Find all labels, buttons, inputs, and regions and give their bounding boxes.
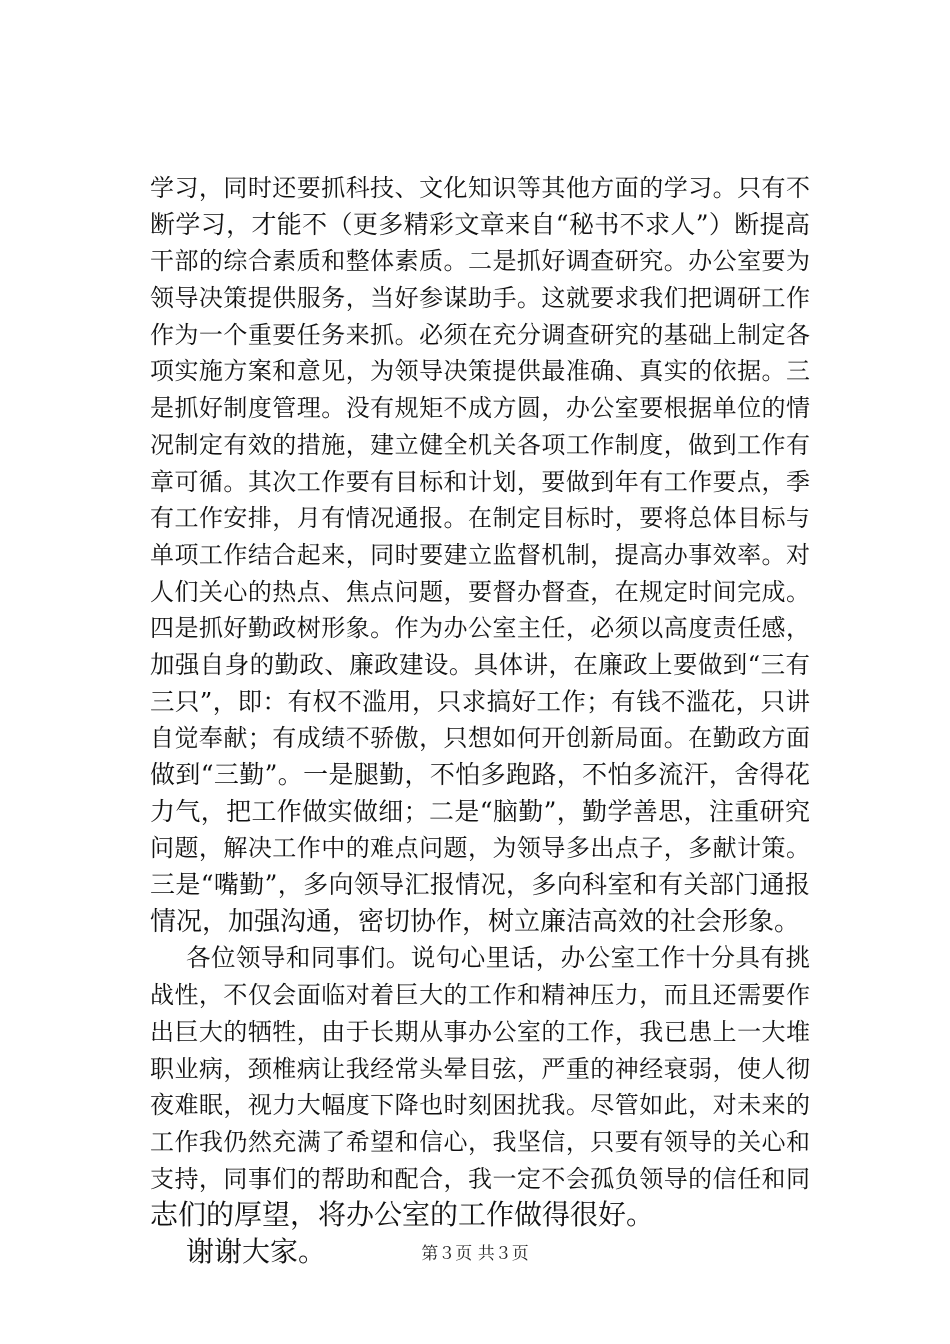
text-line: 作为一个重要任务来抓。必须在充分调查研究的基础上制定各 xyxy=(150,320,810,349)
text-line: 四是抓好勤政树形象。作为办公室主任，必须以高度责任感， xyxy=(150,614,810,643)
text-line: 战性，不仅会面临对着巨大的工作和精神压力，而且还需要作 xyxy=(150,981,810,1010)
body-text xyxy=(150,170,810,1271)
text-line: 有工作安排，月有情况通报。在制定目标时，要将总体目标与 xyxy=(150,504,810,533)
text-line: 三只”，即：有权不滥用，只求搞好工作；有钱不滥花，只讲 xyxy=(150,686,810,716)
text-line: 力气，把工作做实做细；二是“脑勤”，勤学善思，注重研究 xyxy=(150,796,810,826)
text-line: 加强自身的勤政、廉政建设。具体讲，在廉政上要做到“三有 xyxy=(150,649,810,679)
text-line: 领导决策提供服务，当好参谋助手。这就要求我们把调研工作 xyxy=(150,284,810,313)
text-line: 人们关心的热点、焦点问题，要督办督查，在规定时间完成。 xyxy=(150,577,810,606)
text-line: 断学习，才能不（更多精彩文章来自“秘书不求人”）断提高 xyxy=(150,209,810,239)
text-line: 学习，同时还要抓科技、文化知识等其他方面的学习。只有不 xyxy=(150,174,810,202)
page-footer: 第３页 共３页 xyxy=(421,1244,529,1264)
text-line: 问题，解决工作中的难点问题，为领导多出点子，多献计策。 xyxy=(150,834,810,863)
paragraph-first-line: 各位领导和同事们。说句心里话，办公室工作十分具有挑 xyxy=(186,943,810,973)
text-line: 支持，同事们的帮助和配合，我一定不会孤负领导的信任和同 xyxy=(150,1164,810,1193)
text-line: 干部的综合素质和整体素质。二是抓好调查研究。办公室要为 xyxy=(150,247,810,276)
text-line: 情况，加强沟通，密切协作，树立廉洁高效的社会形象。 xyxy=(150,906,801,937)
text-line: 工作我仍然充满了希望和信心，我坚信，只要有领导的关心和 xyxy=(150,1127,810,1156)
text-line: 职业病，颈椎病让我经常头晕目弦，严重的神经衰弱，使人彻 xyxy=(150,1054,810,1083)
closing-line: 谢谢大家。 xyxy=(186,1234,327,1268)
text-line: 项实施方案和意见，为领导决策提供最准确、真实的依据。三 xyxy=(150,357,810,386)
text-line: 章可循。其次工作要有目标和计划，要做到年有工作要点，季 xyxy=(150,467,810,496)
text-line: 三是“嘴勤”，多向领导汇报情况，多向科室和有关部门通报 xyxy=(150,870,810,900)
text-line: 志们的厚望，将办公室的工作做得很好。 xyxy=(150,1198,655,1232)
text-line: 况制定有效的措施，建立健全机关各项工作制度，做到工作有 xyxy=(150,430,810,459)
text-line: 单项工作结合起来，同时要建立监督机制，提高办事效率。对 xyxy=(150,540,810,569)
text-line: 做到“三勤”。一是腿勤，不怕多跑路，不怕多流汗，舍得花 xyxy=(150,760,810,789)
text-line: 自觉奉献；有成绩不骄傲，只想如何开创新局面。在勤政方面 xyxy=(150,724,810,753)
text-line: 夜难眠，视力大幅度下降也时刻困扰我。尽管如此，对未来的 xyxy=(150,1091,810,1120)
text-line: 是抓好制度管理。没有规矩不成方圆，办公室要根据单位的情 xyxy=(150,394,810,423)
text-line: 出巨大的牺牲，由于长期从事办公室的工作，我已患上一大堆 xyxy=(150,1017,810,1046)
